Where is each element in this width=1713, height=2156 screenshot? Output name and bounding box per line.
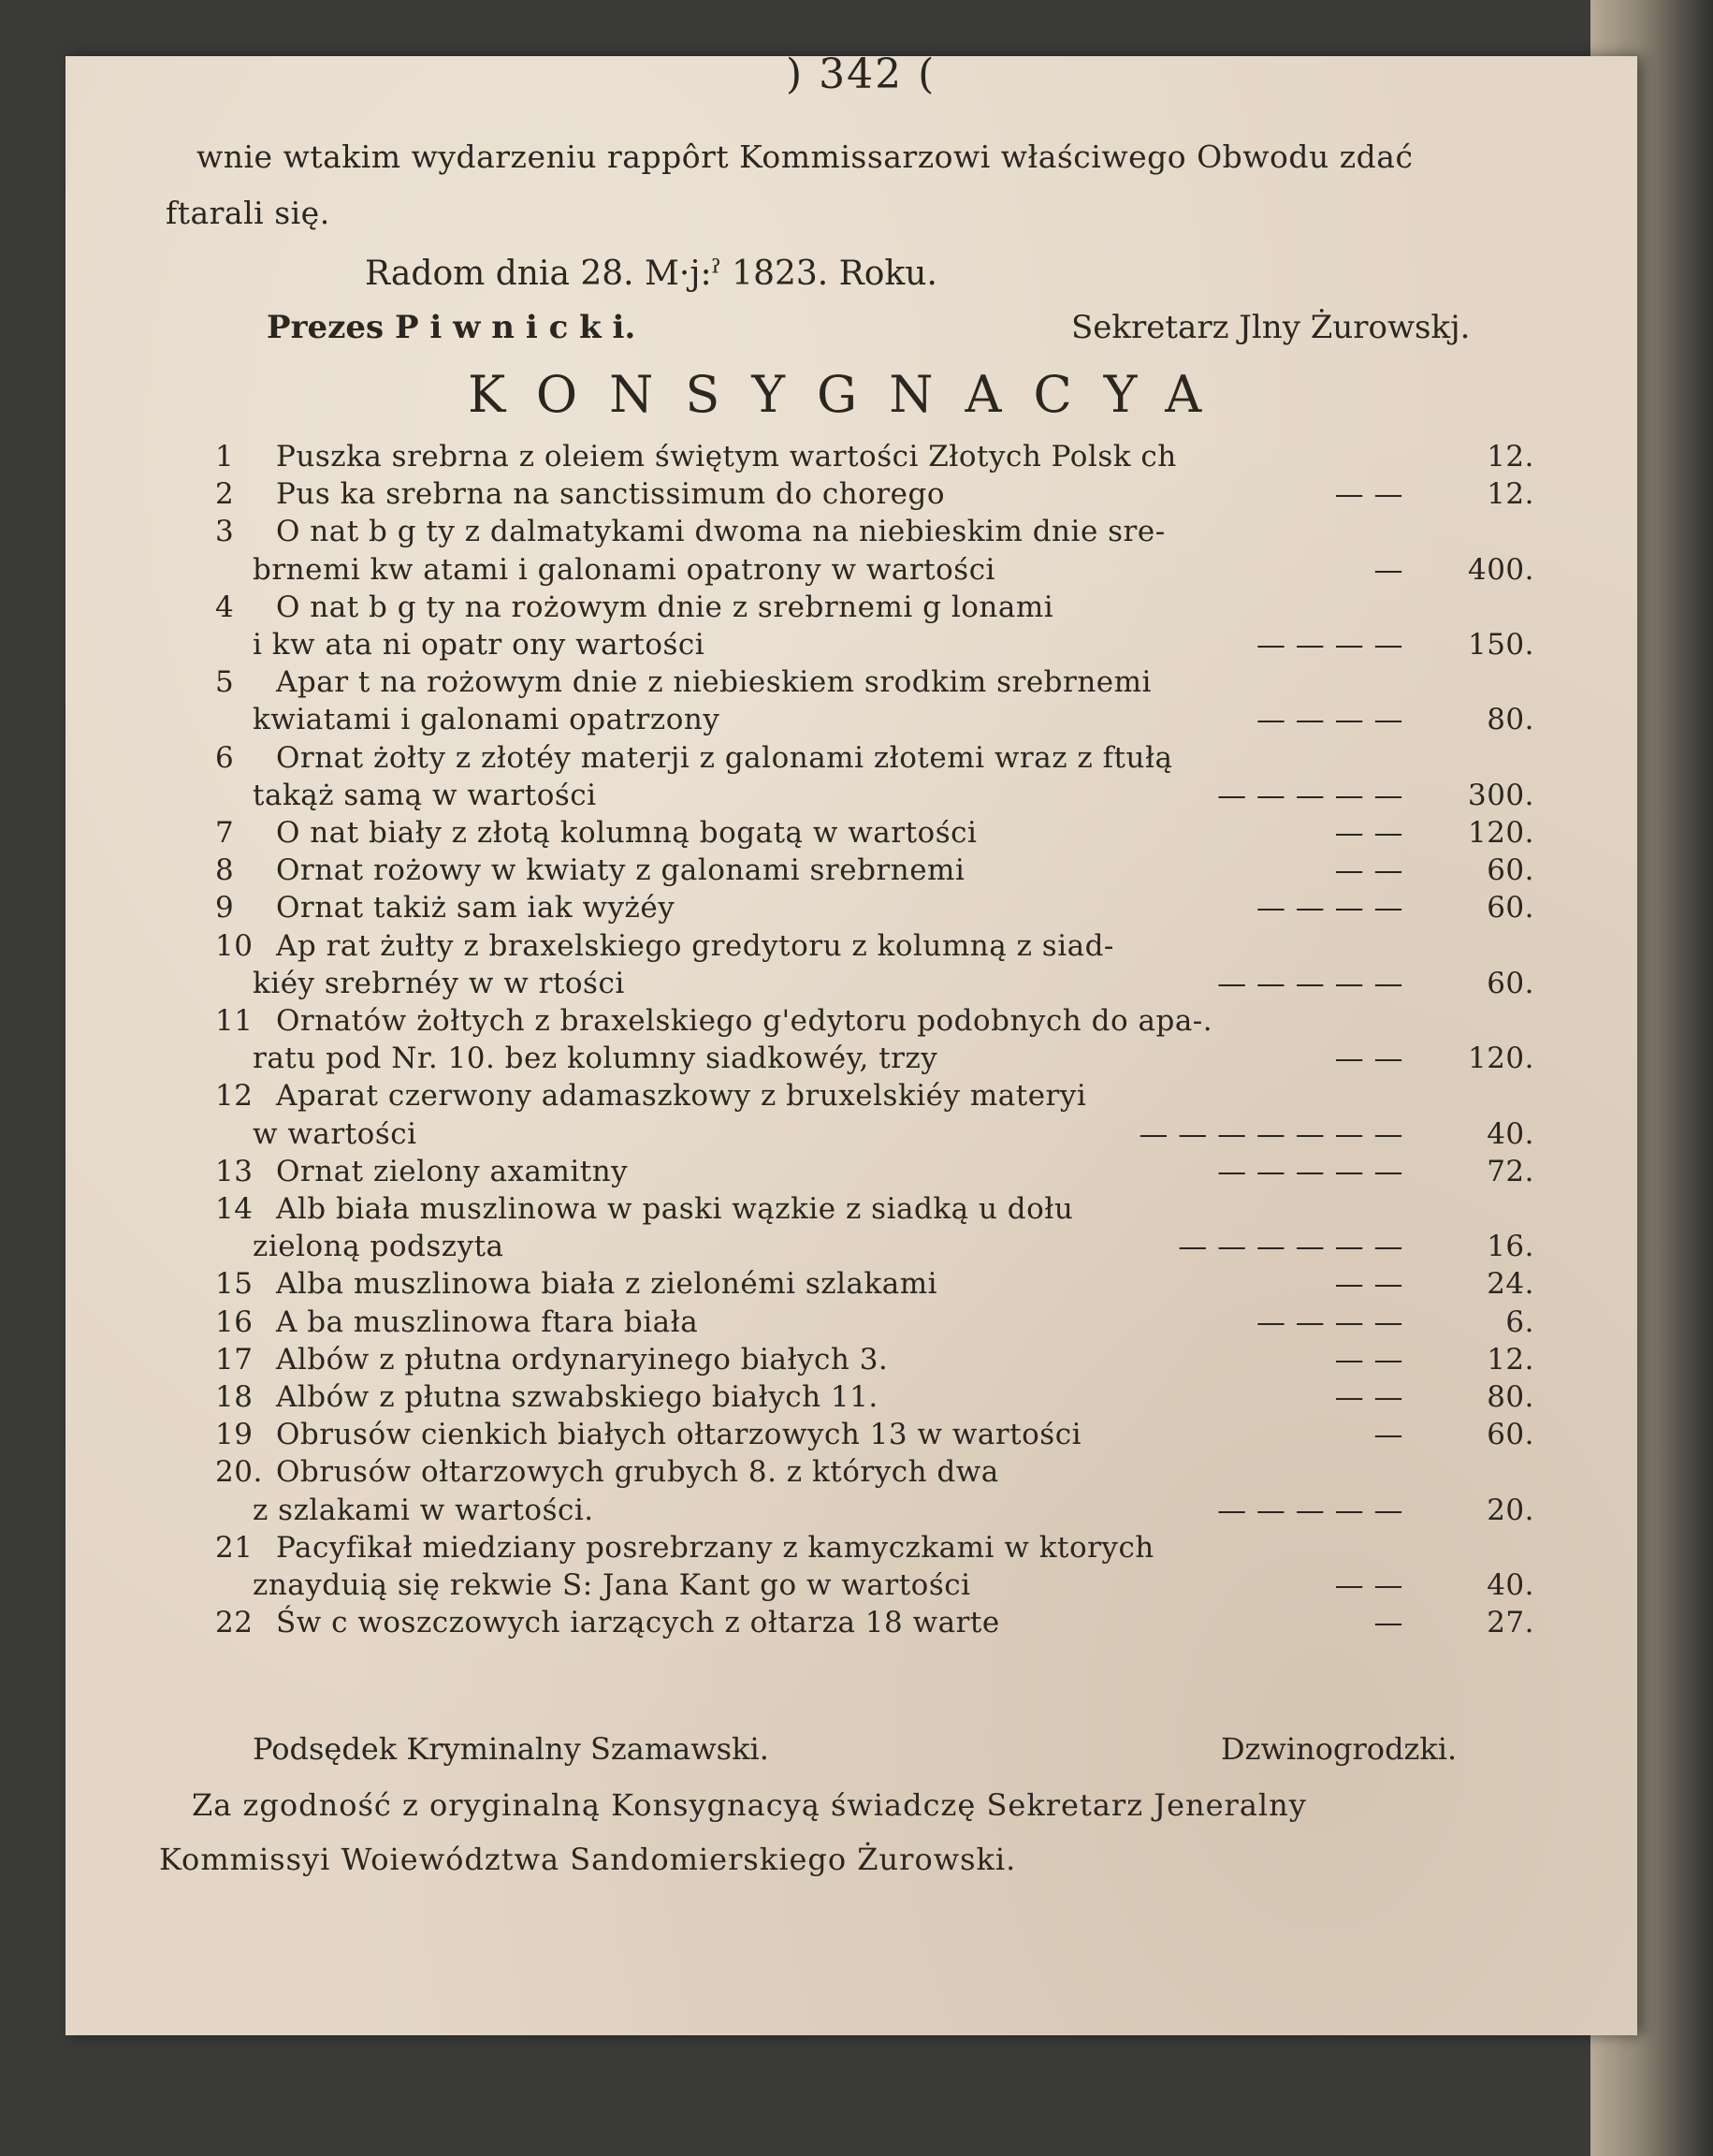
leader-dashes: — [1373, 1606, 1403, 1640]
item-number: 15 [215, 1267, 254, 1302]
page-number: ) 342 ( [786, 51, 936, 98]
list-item [65, 1531, 1637, 1568]
leader-dashes: — — [1334, 1342, 1403, 1377]
item-description: i kw ata ni opatr ony wartości [253, 628, 705, 662]
item-description: Ornatów żołtych z braxelskiego g'edytoru podobnych do apa-. [276, 1004, 1213, 1038]
item-value: 6. [1505, 1304, 1534, 1339]
item-description: A ba muszlinowa ftara biała [276, 1304, 699, 1339]
item-description: ratu pod Nr. 10. bez kolumny siadkowéy, trzy [253, 1042, 938, 1076]
item-value: 120. [1467, 816, 1534, 850]
item-description: Ornat takiż sam iak wyżéy [276, 891, 675, 925]
leader-dashes: — — [1334, 1267, 1403, 1302]
document-page [65, 51, 1637, 2035]
item-number: 8 [215, 853, 235, 888]
list-item [65, 741, 1637, 779]
list-item [65, 1568, 1637, 1606]
item-description: Obrusów ołtarzowych grubych 8. z których dwa [276, 1455, 999, 1490]
certification-line-1: Za zgodność z oryginalną Konsygnacyą świadczę Sekretarz Jeneralny [192, 1787, 1307, 1823]
item-description: Aparat czerwony adamaszkowy z bruxelskiéy materyi [276, 1079, 1087, 1114]
item-value: 16. [1487, 1230, 1534, 1264]
item-description: Ornat zielony axamitny [276, 1154, 629, 1188]
leader-dashes: — — [1334, 1380, 1403, 1414]
document-heading: KONSYGNACYA [468, 365, 1234, 424]
item-description: Ornat rożowy w kwiaty z galonami srebrnemi [276, 853, 965, 888]
item-number: 16 [215, 1304, 254, 1339]
leader-dashes: — — — — [1256, 891, 1403, 925]
list-item [65, 853, 1637, 891]
list-item [65, 1493, 1637, 1531]
list-item [65, 816, 1637, 853]
list-item [65, 1305, 1637, 1343]
president-signature: Prezes P i w n i c k i. [267, 309, 636, 346]
item-value: 72. [1487, 1154, 1534, 1188]
list-item [65, 1230, 1637, 1267]
date-line: Radom dnia 28. M·j:ˀ 1823. Roku. [365, 255, 937, 293]
list-item [65, 1606, 1637, 1643]
item-value: 20. [1487, 1493, 1534, 1527]
item-value: 24. [1487, 1267, 1534, 1302]
leader-dashes: — — [1334, 816, 1403, 850]
item-number: 1 [215, 440, 235, 473]
item-number: 9 [215, 891, 235, 925]
list-item [65, 1117, 1637, 1155]
item-description: zieloną podszyta [253, 1230, 504, 1264]
leader-dashes: — — [1334, 853, 1403, 888]
item-number: 5 [215, 665, 235, 700]
item-number: 14 [215, 1192, 254, 1226]
item-value: 12. [1487, 477, 1534, 512]
item-description: kiéy srebrnéy w w rtości [253, 966, 625, 1000]
item-value: 40. [1487, 1116, 1534, 1151]
list-item [65, 1155, 1637, 1192]
list-item [65, 553, 1637, 590]
leader-dashes: — — — — — [1217, 778, 1403, 812]
list-item [65, 1418, 1637, 1455]
list-item [65, 1079, 1637, 1116]
list-item [65, 1192, 1637, 1230]
item-number: 12 [215, 1079, 254, 1114]
list-item [65, 779, 1637, 816]
list-item [65, 929, 1637, 967]
intro-line-1: wnie wtakim wydarzeniu rappôrt Kommissarzowi właściwego Obwodu zdać [196, 138, 1414, 175]
intro-line-2: ftarali się. [166, 195, 330, 231]
item-number: 19 [215, 1418, 254, 1452]
item-value: 80. [1487, 1380, 1534, 1414]
list-item [65, 1042, 1637, 1079]
item-description: O nat b g ty z dalmatykami dwoma na niebieskim dnie sre- [276, 515, 1166, 549]
item-value: 40. [1487, 1568, 1534, 1602]
item-description: Alb biała muszlinowa w paski wązkie z siadką u dołu [276, 1192, 1074, 1226]
list-item [65, 967, 1637, 1004]
list-item [65, 477, 1637, 515]
item-description: O nat b g ty na rożowym dnie z srebrnemi g lonami [276, 590, 1054, 624]
item-description: O nat biały z złotą kolumną bogatą w wartości [276, 816, 978, 850]
leader-dashes: — — — — — — [1178, 1230, 1403, 1264]
item-description: Ap rat żułty z braxelskiego gredytoru z kolumną z siad- [276, 928, 1114, 963]
certification-line-2: Kommissyi Woiewództwa Sandomierskiego Żurowski. [159, 1842, 1017, 1877]
item-value: 12. [1487, 440, 1534, 473]
leader-dashes: — — — — [1256, 1304, 1403, 1339]
item-description: Apar t na rożowym dnie z niebieskiem srodkim srebrnemi [276, 665, 1152, 700]
list-item [65, 590, 1637, 628]
item-number: 7 [215, 816, 235, 850]
item-description: z szlakami w wartości. [253, 1493, 594, 1527]
item-description: Albów z płutna szwabskiego białych 11. [276, 1380, 878, 1414]
item-number: 21 [215, 1530, 254, 1565]
item-number: 22 [215, 1606, 254, 1640]
list-item [65, 703, 1637, 740]
leader-dashes: — — — — [1256, 703, 1403, 737]
item-value: 80. [1487, 703, 1534, 737]
judge-name: Dzwinogrodzki. [1221, 1731, 1458, 1767]
item-description: w wartości [253, 1116, 417, 1151]
leader-dashes: — [1373, 1418, 1403, 1452]
leader-dashes: — — [1334, 1568, 1403, 1602]
leader-dashes: — — [1334, 1042, 1403, 1076]
item-value: 60. [1487, 891, 1534, 925]
leader-dashes: — — — — — [1217, 1154, 1403, 1188]
item-number: 11 [215, 1004, 254, 1038]
item-number: 6 [215, 740, 235, 775]
item-description: Pus ka srebrna na sanctissimum do chorego [276, 477, 946, 512]
list-item [65, 628, 1637, 665]
item-value: 60. [1487, 853, 1534, 888]
item-description: Alba muszlinowa biała z zielonémi szlakami [276, 1267, 938, 1302]
list-item [65, 1380, 1637, 1418]
leader-dashes: — — — — — [1217, 966, 1403, 1000]
item-number: 2 [215, 477, 235, 512]
list-item [65, 1455, 1637, 1493]
leader-dashes: — [1373, 552, 1403, 587]
item-value: 12. [1487, 1342, 1534, 1377]
list-item [65, 665, 1637, 703]
item-number: 10 [215, 928, 254, 963]
list-item [65, 891, 1637, 928]
item-number: 20. [215, 1455, 263, 1490]
leader-dashes: — — [1334, 477, 1403, 512]
item-number: 4 [215, 590, 235, 624]
item-value: 60. [1487, 1418, 1534, 1452]
item-number: 18 [215, 1380, 254, 1414]
leader-dashes: — — — — — — — [1139, 1116, 1403, 1151]
item-description: Pacyfikał miedziany posrebrzany z kamyczkami w ktorych [276, 1530, 1154, 1565]
item-description: takąż samą w wartości [253, 778, 597, 812]
item-value: 120. [1467, 1042, 1534, 1076]
item-description: kwiatami i galonami opatrzony [253, 703, 720, 737]
item-number: 17 [215, 1342, 254, 1377]
judge-signature: Podsędek Kryminalny Szamawski. [253, 1731, 769, 1767]
item-value: 400. [1467, 552, 1534, 587]
item-description: Ornat żołty z złotéy materji z galonami złotemi wraz z ftułą [276, 740, 1173, 775]
item-value: 300. [1467, 778, 1534, 812]
secretary-signature: Sekretarz Jlny Żurowskj. [1071, 309, 1471, 346]
leader-dashes: — — — — — [1217, 1493, 1403, 1527]
item-description: Albów z płutna ordynaryinego białych 3. [276, 1342, 889, 1377]
list-item [65, 1004, 1637, 1042]
item-value: 27. [1487, 1606, 1534, 1640]
item-number: 13 [215, 1154, 254, 1188]
item-description: Obrusów cienkich białych ołtarzowych 13 w wartości [276, 1418, 1082, 1452]
item-number: 3 [215, 515, 235, 549]
item-value: 60. [1487, 966, 1534, 1000]
item-value: 150. [1467, 628, 1534, 662]
list-item [65, 1267, 1637, 1304]
leader-dashes: — — — — [1256, 628, 1403, 662]
item-description: brnemi kw atami i galonami opatrony w wartości [253, 552, 995, 587]
list-item [65, 440, 1637, 477]
item-description: znayduią się rekwie S: Jana Kant go w wartości [253, 1568, 971, 1602]
list-item [65, 1343, 1637, 1380]
list-item [65, 515, 1637, 552]
item-description: Św c woszczowych iarzących z ołtarza 18 warte [276, 1606, 1000, 1640]
item-description: Puszka srebrna z oleiem świętym wartości Złotych Polsk ch [276, 440, 1177, 473]
